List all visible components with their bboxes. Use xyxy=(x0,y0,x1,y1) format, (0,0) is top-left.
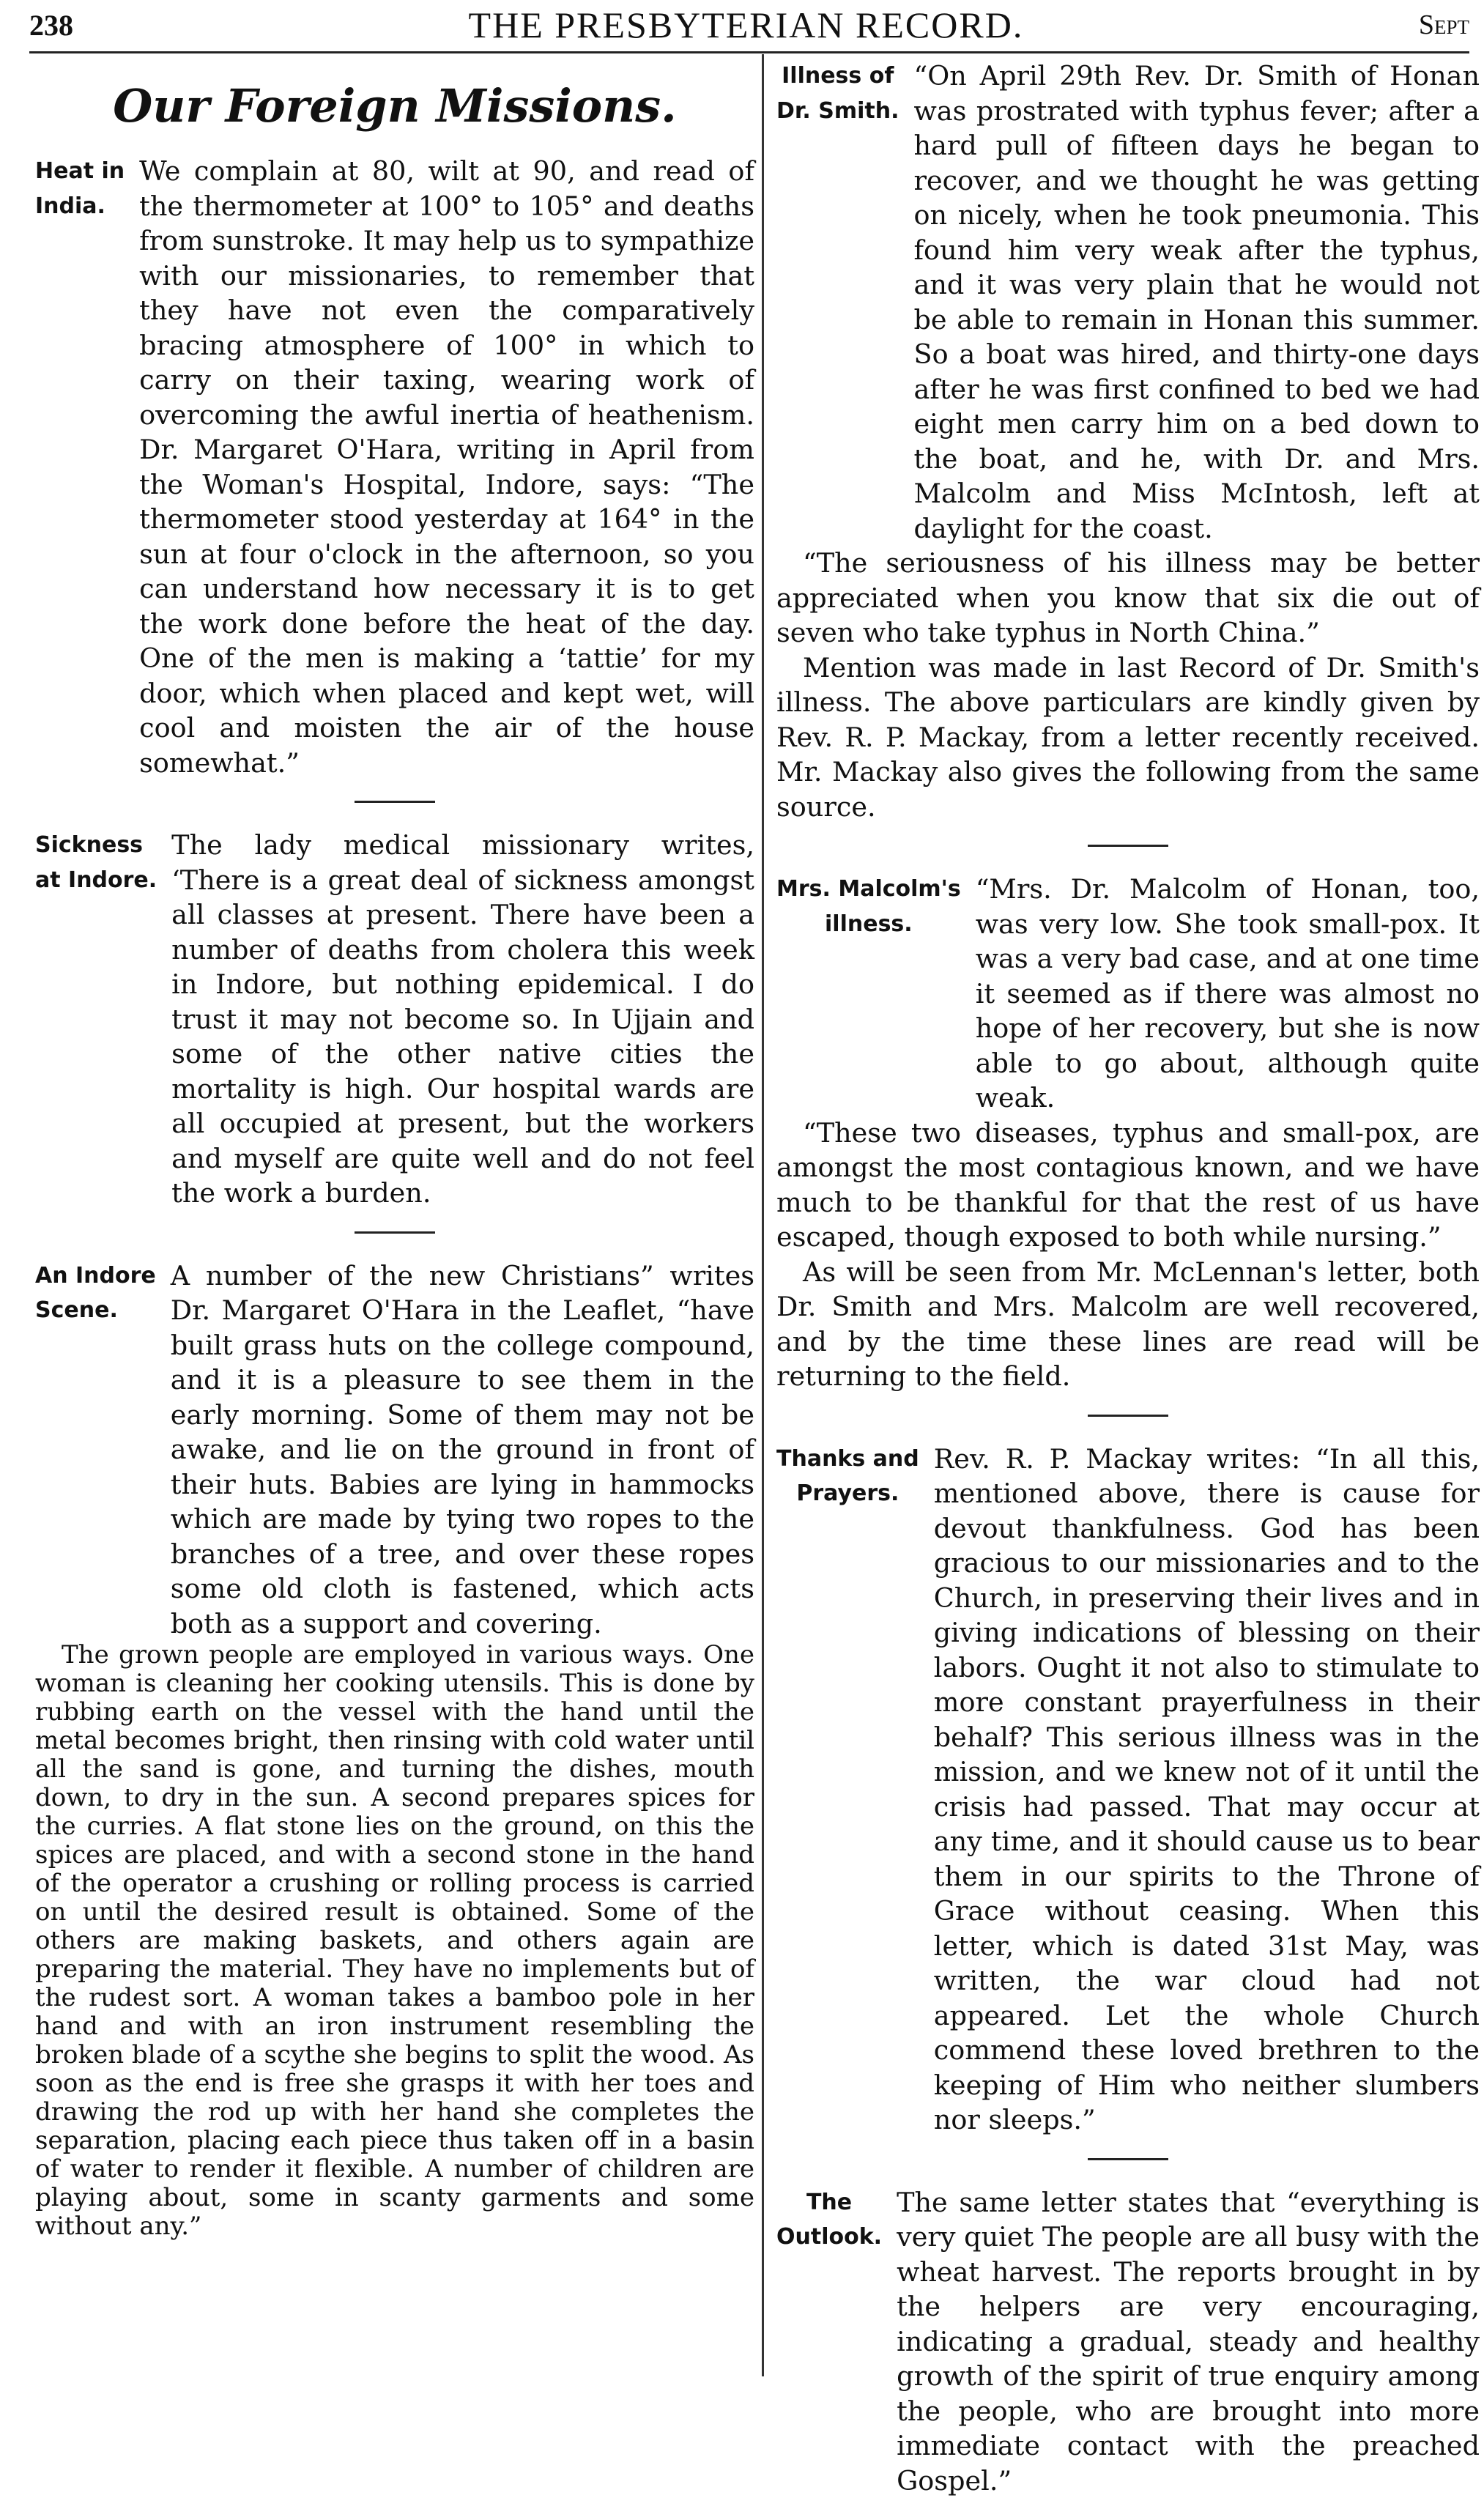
article-paragraph: The same letter states that “everything is very quiet The people are all busy with the wheat harvest. The reports brought in by the helpers are very encouraging, indicating a gradual, steady and healthy growth of the spirit of true enquiry among the people, who are brought into more immediate contact with the preached Gospel.” xyxy=(897,2185,1480,2498)
section-rule xyxy=(1088,1415,1168,1417)
article-paragraph: “The seriousness of his illness may be better appreciated when you know that six die out of seven who take typhus in North China.” xyxy=(776,546,1480,651)
article-continuation xyxy=(35,1641,754,2241)
column-divider xyxy=(762,54,764,2376)
article-continuation xyxy=(776,1116,1480,1394)
article-sickness-at-indore xyxy=(35,828,754,1211)
header-rule xyxy=(29,51,1469,53)
section-rule xyxy=(1088,845,1168,847)
article-thanks-and-prayers xyxy=(776,1442,1480,2138)
side-heading: Thanks and Prayers. xyxy=(776,1442,919,2138)
page-number: 238 xyxy=(29,8,73,42)
side-heading: Mrs. Malcolm's illness. xyxy=(776,872,961,1116)
article-paragraph: As will be seen from Mr. McLennan's letter, both Dr. Smith and Mrs. Malcolm are well recovered, and by the time these lines are read will be returning to the field. xyxy=(776,1255,1480,1394)
article-paragraph: The lady medical missionary writes, ‘There is a great deal of sickness amongst all classes at present. There have been a number of deaths from cholera this week in Indore, but nothing epidemical. I do trust it may not become so. In Ujjain and some of the other native cities the mortality is high. Our hospital wards are all occupied at present, but the workers and myself are quite well and do not feel the work a burden. xyxy=(171,828,754,1211)
article-paragraph: “Mrs. Dr. Malcolm of Honan, too, was very low. She took small-pox. It was a very bad case, and at one time it seemed as if there was almost no hope of her recovery, but she is now able to go about, although quite weak. xyxy=(976,872,1480,1116)
section-rule xyxy=(355,801,435,803)
article-body xyxy=(914,59,1480,546)
article-body xyxy=(139,154,754,780)
article-paragraph: Mention was made in last Record of Dr. Smith's illness. The above particulars are kindly given by Rev. R. P. Mackay, from a letter recently received. Mr. Mackay also gives the following from the same source. xyxy=(776,651,1480,825)
side-heading: The Outlook. xyxy=(776,2185,882,2498)
article-the-outlook xyxy=(776,2185,1480,2498)
article-paragraph: A number of the new Christians” writes Dr. Margaret O'Hara in the Leaflet, “have built grass huts on the college compound, and it is a pleasure to see them in the early morning. Some of them may not be awake, and lie on the ground in front of their huts. Babies are lying in hammocks which are made by tying two ropes to the branches of a tree, and over these ropes some old cloth is fastened, which acts both as a support and covering. xyxy=(171,1259,754,1642)
article-continuation xyxy=(776,546,1480,824)
side-heading: Illness of Dr. Smith. xyxy=(776,59,899,546)
side-heading: Heat in India. xyxy=(35,154,125,780)
publication-title: THE PRESBYTERIAN RECORD. xyxy=(469,4,1024,46)
article-body xyxy=(171,828,754,1211)
article-mrs-malcolms-illness xyxy=(776,872,1480,1116)
section-rule xyxy=(355,1231,435,1234)
left-column xyxy=(35,59,754,2241)
article-paragraph: “These two diseases, typhus and small-pox, are amongst the most contagious known, and we have much to be thankful for that the rest of us have escaped, though exposed to both while nursing.” xyxy=(776,1116,1480,1255)
article-paragraph: The grown people are employed in various ways. One woman is cleaning her cooking utensils. This is done by rubbing earth on the vessel with the hand until the metal becomes bright, then rinsing with cold water until all the sand is gone, and turning the dishes, mouth down, to dry in the sun. A second prepares spices for the curries. A flat stone lies on the ground, on this the spices are placed, and with a second stone in the hand of the operator a crushing or rolling process is carried on until the desired result is obtained. Some of the others are making baskets, and others again are preparing the material. They have no implements but of the rudest sort. A woman takes a bamboo pole in her hand and with an iron instrument resembling the broken blade of a scythe she begins to split the wood. As soon as the end is free she grasps it with her toes and drawing the rod up with her hand she completes the separation, placing each piece thus taken off in a basin of water to render it flexible. A number of children are playing about, some in scanty garments and some without any.” xyxy=(35,1641,754,2241)
article-heat-in-india xyxy=(35,154,754,780)
section-rule xyxy=(1088,2158,1168,2160)
right-column xyxy=(776,59,1480,2498)
article-paragraph: Rev. R. P. Mackay writes: “In all this, mentioned above, there is cause for devout thankfulness. God has been gracious to our missionaries and to the Church, in preserving their lives and in giving indications of blessing on their labors. Ought it not also to stimulate to more constant prayerfulness in their behalf? This serious illness was in the mission, and we knew not of it until the crisis had passed. That may occur at any time, and it should cause us to bear them in our spirits to the Throne of Grace without ceasing. When this letter, which is dated 31st May, was written, the war cloud had not appeared. Let the whole Church commend these loved brethren to the keeping of Him who neither slumbers nor sleeps.” xyxy=(934,1442,1480,2138)
article-paragraph: “On April 29th Rev. Dr. Smith of Honan was prostrated with typhus fever; after a hard pull of fifteen days he began to recover, and we thought he was getting on nicely, when he took pneumonia. This found him very weak after the typhus, and it was very plain that he would not be able to remain in Honan this summer. So a boat was hired, and thirty-one days after he was first confined to bed we had eight men carry him on a bed down to the boat, and he, with Dr. and Mrs. Malcolm and Miss McIntosh, left at daylight for the coast. xyxy=(914,59,1480,546)
article-paragraph: We complain at 80, wilt at 90, and read of the thermometer at 100° to 105° and deaths from sunstroke. It may help us to sympathize with our missionaries, to remember that they have not even the comparatively bracing atmosphere of 100° in which to carry on their taxing, wearing work of overcoming the awful inertia of heathenism. Dr. Margaret O'Hara, writing in April from the Woman's Hospital, Indore, says: “The thermometer stood yesterday at 164° in the sun at four o'clock in the afternoon, so you can understand how necessary it is to get the work done before the heat of the day. One of the men is making a ‘tattie’ for my door, which when placed and kept wet, will cool and moisten the air of the house somewhat.” xyxy=(139,154,754,780)
side-heading: Sickness at Indore. xyxy=(35,828,157,1211)
article-an-indore-scene xyxy=(35,1259,754,1642)
side-heading: An Indore Scene. xyxy=(35,1259,156,1642)
running-head xyxy=(29,3,1469,47)
issue-month: Sept xyxy=(1419,9,1469,41)
article-illness-of-dr-smith xyxy=(776,59,1480,546)
article-body xyxy=(934,1442,1480,2138)
department-title: Our Foreign Missions. xyxy=(35,59,754,154)
article-body xyxy=(976,872,1480,1116)
article-body xyxy=(897,2185,1480,2498)
article-body xyxy=(171,1259,754,1642)
